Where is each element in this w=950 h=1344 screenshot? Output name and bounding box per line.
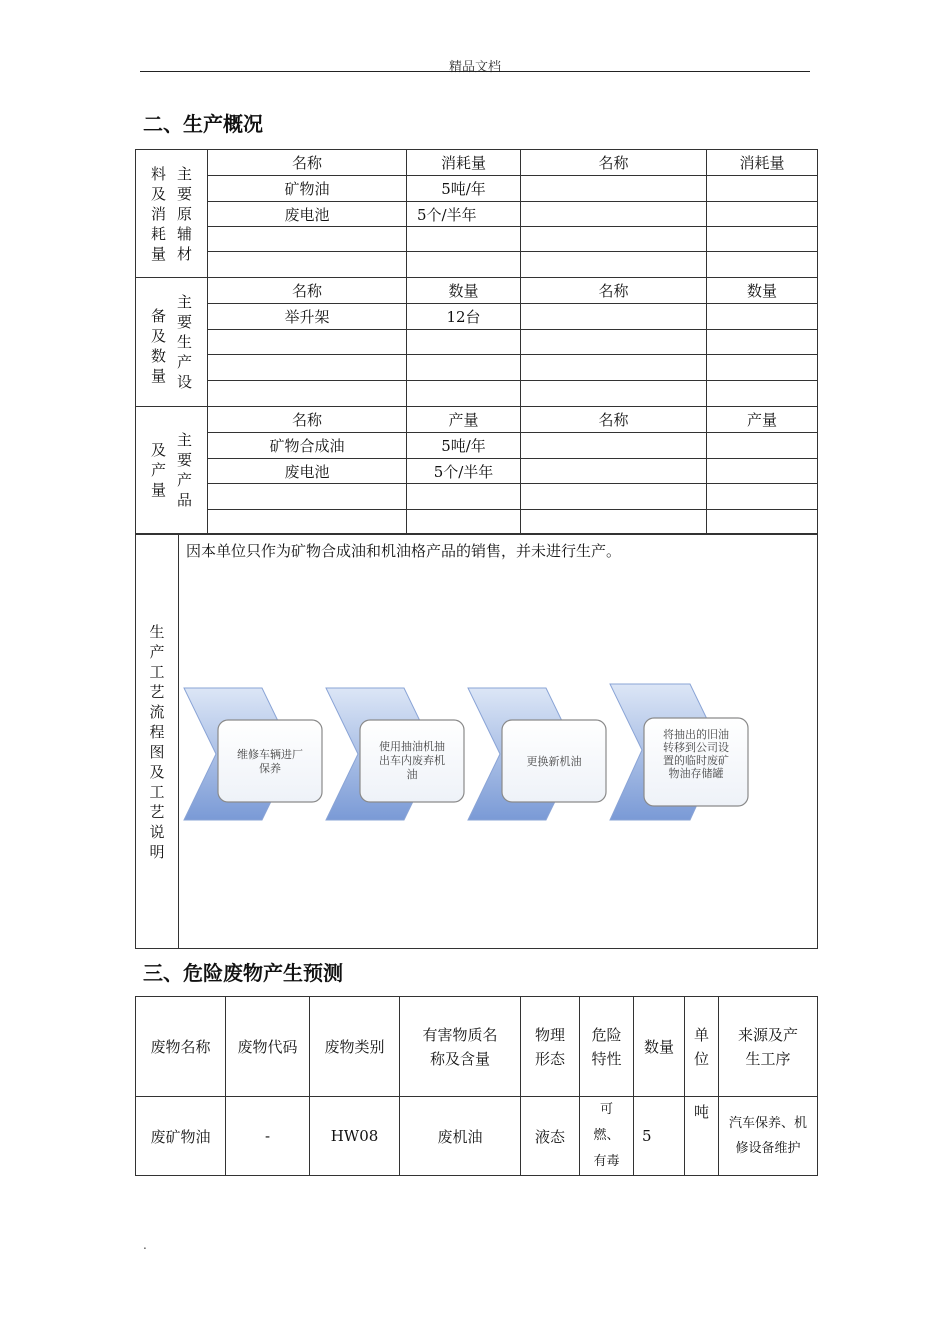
flow-step-2 (326, 688, 464, 820)
cell: 矿物合成油 (208, 433, 407, 459)
section-3-title: 三、危险废物产生预测 (143, 961, 343, 985)
table-row (136, 484, 818, 510)
col-header: 有害物质名称及含量 (400, 997, 521, 1097)
equipment-label (136, 278, 208, 407)
table-row (136, 176, 818, 202)
col-header: 数量 (707, 278, 818, 304)
section-2-title: 二、生产概况 (143, 112, 263, 136)
process-flow-diagram (178, 670, 778, 840)
cell: 废机油 (400, 1097, 521, 1176)
col-header: 产量 (407, 407, 521, 433)
col-header: 消耗量 (407, 150, 521, 176)
equipment-header-row (136, 278, 818, 304)
equipment-label-col2: 主要生产设 (176, 293, 192, 391)
flow-step-1-text: 维修车辆进厂保养 (237, 748, 303, 775)
cell: 吨 (685, 1097, 719, 1176)
cell (707, 459, 818, 484)
materials-label (136, 150, 208, 278)
products-label (136, 407, 208, 534)
flow-step-1 (184, 688, 322, 820)
cell: 5吨/年 (407, 176, 521, 202)
hazardous-waste-table (135, 996, 818, 1176)
cell: 废电池 (208, 459, 407, 484)
cell: 5 (634, 1097, 685, 1176)
col-header: 名称 (521, 278, 707, 304)
cell (707, 484, 818, 510)
materials-label-col2: 主要原辅材 (176, 164, 192, 263)
cell (208, 330, 407, 355)
cell: 矿物油 (208, 176, 407, 202)
products-header-row (136, 407, 818, 433)
col-header: 名称 (521, 407, 707, 433)
flow-step-3 (468, 688, 606, 820)
footer-mark: . (143, 1238, 147, 1252)
cell (208, 510, 407, 534)
cell: 可燃、有毒 (580, 1097, 634, 1176)
col-header: 废物代码 (226, 997, 310, 1097)
col-header: 废物类别 (310, 997, 400, 1097)
cell (707, 304, 818, 330)
table-row (136, 227, 818, 252)
cell: 5个/半年 (407, 202, 521, 227)
cell (521, 202, 707, 227)
cell (208, 484, 407, 510)
cell (707, 227, 818, 252)
cell (407, 330, 521, 355)
cell (707, 202, 818, 227)
col-header: 数量 (407, 278, 521, 304)
cell (407, 227, 521, 252)
table-row (136, 459, 818, 484)
cell (707, 252, 818, 278)
cell: HW08 (310, 1097, 400, 1176)
cell: 废电池 (208, 202, 407, 227)
products-label-col2: 主要产品 (176, 431, 192, 509)
cell (707, 355, 818, 381)
cell (208, 381, 407, 407)
cell (521, 176, 707, 202)
cell (521, 484, 707, 510)
flow-step-4-text: 将抽出的旧油转移到公司设置的临时废矿物油存储罐 (663, 728, 729, 780)
table-row (136, 510, 818, 534)
cell (521, 459, 707, 484)
col-header: 名称 (521, 150, 707, 176)
col-header: 单位 (685, 997, 719, 1097)
table-row (136, 381, 818, 407)
production-overview-table (135, 149, 818, 534)
col-header: 消耗量 (707, 150, 818, 176)
flow-step-3-text: 更换新机油 (526, 755, 582, 768)
col-header: 名称 (208, 150, 407, 176)
cell (407, 355, 521, 381)
cell (521, 510, 707, 534)
flow-step-2-text: 使用抽油机抽出车内废弃机油 (379, 740, 445, 781)
cell (407, 252, 521, 278)
header-rule (140, 71, 810, 72)
col-header: 名称 (208, 278, 407, 304)
cell (521, 330, 707, 355)
cell (521, 355, 707, 381)
table-row (136, 1097, 818, 1176)
process-label (136, 535, 179, 949)
cell (707, 433, 818, 459)
cell: 5个/半年 (407, 459, 521, 484)
cell (208, 227, 407, 252)
process-description: 因本单位只作为矿物合成油和机油格产品的销售，并未进行生产。 (186, 542, 622, 560)
products-label-col1: 及产量 (150, 441, 166, 499)
cell (521, 252, 707, 278)
table-row (136, 330, 818, 355)
cell: 12台 (407, 304, 521, 330)
table-row (136, 433, 818, 459)
cell (707, 330, 818, 355)
cell (707, 381, 818, 407)
cell (521, 381, 707, 407)
page-header: 精品文档 (448, 60, 501, 75)
cell: 5吨/年 (407, 433, 521, 459)
col-header: 名称 (208, 407, 407, 433)
col-header: 废物名称 (136, 997, 226, 1097)
cell (707, 510, 818, 534)
cell: - (226, 1097, 310, 1176)
col-header: 来源及产生工序 (719, 997, 818, 1097)
cell: 液态 (521, 1097, 580, 1176)
cell: 汽车保养、机修设备维护 (719, 1097, 818, 1176)
waste-header-row (136, 997, 818, 1097)
cell: 废矿物油 (136, 1097, 226, 1176)
materials-header-row (136, 150, 818, 176)
col-header: 数量 (634, 997, 685, 1097)
col-header: 危险特性 (580, 997, 634, 1097)
materials-label-col1: 料及消耗量 (150, 164, 166, 263)
col-header: 产量 (707, 407, 818, 433)
cell (208, 252, 407, 278)
cell (521, 304, 707, 330)
cell (707, 176, 818, 202)
table-row (136, 252, 818, 278)
cell (407, 484, 521, 510)
cell (208, 355, 407, 381)
cell (521, 227, 707, 252)
process-label-text: 生产工艺流程图及工艺说明 (149, 622, 165, 861)
col-header: 物理形态 (521, 997, 580, 1097)
table-row (136, 304, 818, 330)
table-row (136, 202, 818, 227)
flow-step-4 (610, 684, 748, 820)
equipment-label-col1: 备及数量 (150, 307, 166, 385)
table-row (136, 355, 818, 381)
cell: 举升架 (208, 304, 407, 330)
cell (407, 381, 521, 407)
cell (521, 433, 707, 459)
cell (407, 510, 521, 534)
